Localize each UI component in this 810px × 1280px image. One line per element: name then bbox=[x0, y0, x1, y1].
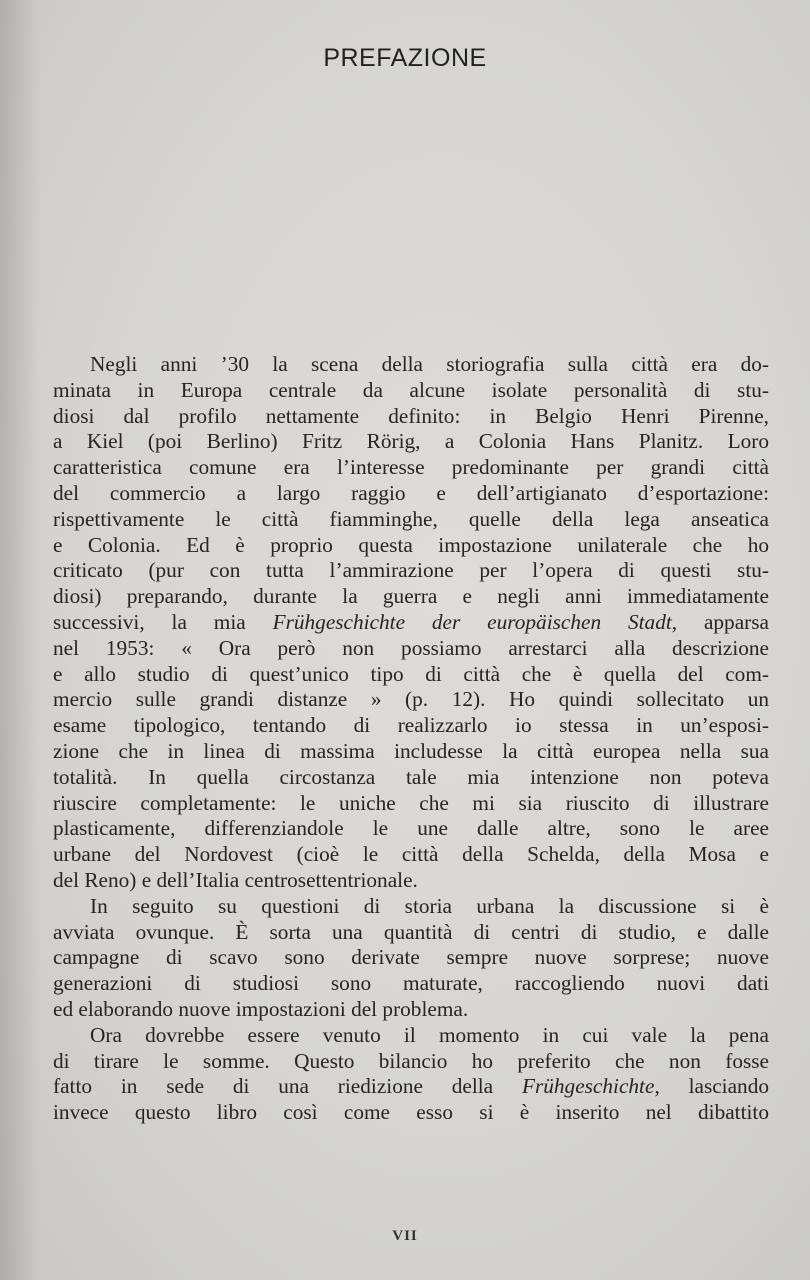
text-segment: , apparsa bbox=[671, 609, 769, 634]
text-line bbox=[53, 765, 769, 791]
text-line bbox=[53, 997, 769, 1023]
text-segment: e allo studio di quest’unico tipo di città che è quella del com- bbox=[53, 661, 769, 686]
text-segment: ed elaborando nuove impostazioni del problema. bbox=[53, 996, 469, 1021]
text-segment: urbane del Nordovest (cioè le città della Schelda, della Mosa e bbox=[53, 842, 769, 867]
text-segment: minata in Europa centrale da alcune isolate personalità di stu- bbox=[53, 377, 769, 402]
text-segment: avviata ovunque. È sorta una quantità di centri di studio, e dalle bbox=[53, 919, 769, 944]
text-segment: In seguito su questioni di storia urbana la discussione si è bbox=[90, 893, 769, 918]
text-segment: successivi, la mia bbox=[53, 609, 273, 634]
text-segment: totalità. In quella circostanza tale mia intenzione non poteva bbox=[53, 764, 769, 789]
text-segment: zione che in linea di massima includesse la città europea nella sua bbox=[53, 738, 769, 763]
text-segment: e Colonia. Ed è proprio questa impostazione unilaterale che ho bbox=[53, 532, 769, 557]
text-line bbox=[53, 404, 769, 430]
text-line bbox=[53, 1049, 769, 1075]
text-segment: criticato (pur con tutta l’ammirazione per l’opera di questi stu- bbox=[53, 558, 769, 583]
text-line bbox=[53, 739, 769, 765]
text-segment: del commercio a largo raggio e dell’artigianato d’esportazione: bbox=[53, 480, 769, 505]
chapter-title: PREFAZIONE bbox=[323, 44, 487, 72]
text-line bbox=[53, 920, 769, 946]
text-line bbox=[53, 971, 769, 997]
text-line bbox=[53, 945, 769, 971]
text-line bbox=[53, 1023, 769, 1049]
text-segment: , lasciando bbox=[654, 1074, 769, 1099]
text-segment: diosi dal profilo nettamente definito: in Belgio Henri Pirenne, bbox=[53, 403, 769, 428]
page-gutter-shadow bbox=[0, 0, 40, 1280]
text-segment: Ora dovrebbe essere venuto il momento in cui vale la pena bbox=[90, 1022, 769, 1047]
text-line bbox=[53, 533, 769, 559]
text-segment: invece questo libro così come esso si è inserito nel dibattito bbox=[53, 1100, 769, 1125]
text-line bbox=[53, 791, 769, 817]
italic-book-title: Frühgeschichte bbox=[521, 1074, 655, 1099]
text-segment: fatto in sede di una riedizione della bbox=[53, 1074, 522, 1099]
text-segment: nel 1953: « Ora però non possiamo arrestarci alla descrizione bbox=[53, 635, 769, 660]
text-line bbox=[53, 481, 769, 507]
text-segment: diosi) preparando, durante la guerra e negli anni immediatamente bbox=[53, 584, 769, 609]
text-segment: generazioni di studiosi sono maturate, raccogliendo nuovi dati bbox=[53, 971, 769, 996]
text-segment: caratteristica comune era l’interesse predominante per grandi città bbox=[53, 455, 769, 480]
text-segment: plasticamente, differenziandole le une dalle altre, sono le aree bbox=[53, 816, 769, 841]
text-segment: Negli anni ’30 la scena della storiografia sulla città era do- bbox=[90, 352, 769, 376]
text-line bbox=[53, 1100, 769, 1126]
preface-body-text bbox=[53, 352, 769, 1126]
text-segment: a Kiel (poi Berlino) Fritz Rörig, a Colonia Hans Planitz. Loro bbox=[53, 429, 769, 454]
text-segment: esame tipologico, tentando di realizzarlo io stessa in un’esposi- bbox=[53, 713, 769, 738]
text-line bbox=[53, 378, 769, 404]
text-line bbox=[53, 687, 769, 713]
text-segment: del Reno) e dell’Italia centrosettentrionale. bbox=[53, 867, 418, 892]
text-segment: di tirare le somme. Questo bilancio ho preferito che non fosse bbox=[53, 1048, 769, 1073]
text-line bbox=[53, 816, 769, 842]
text-line bbox=[53, 1074, 769, 1100]
text-line bbox=[53, 894, 769, 920]
text-segment: campagne di scavo sono derivate sempre nuove sorprese; nuove bbox=[53, 945, 769, 970]
text-segment: rispettivamente le città fiamminghe, quelle della lega anseatica bbox=[53, 506, 769, 531]
text-line bbox=[53, 868, 769, 894]
page-number: VII bbox=[392, 1228, 418, 1244]
text-line bbox=[53, 662, 769, 688]
text-line bbox=[53, 713, 769, 739]
text-line bbox=[53, 558, 769, 584]
text-line bbox=[53, 610, 769, 636]
italic-book-title: Frühgeschichte der europäischen Stadt bbox=[272, 609, 672, 634]
text-line bbox=[53, 455, 769, 481]
text-segment: mercio sulle grandi distanze » (p. 12). Ho quindi sollecitato un bbox=[53, 687, 769, 712]
text-line bbox=[53, 507, 769, 533]
text-line bbox=[53, 429, 769, 455]
text-line bbox=[53, 636, 769, 662]
text-line bbox=[53, 584, 769, 610]
text-segment: riuscire completamente: le uniche che mi sia riuscito di illustrare bbox=[53, 790, 769, 815]
text-line bbox=[53, 842, 769, 868]
text-line bbox=[53, 352, 769, 378]
